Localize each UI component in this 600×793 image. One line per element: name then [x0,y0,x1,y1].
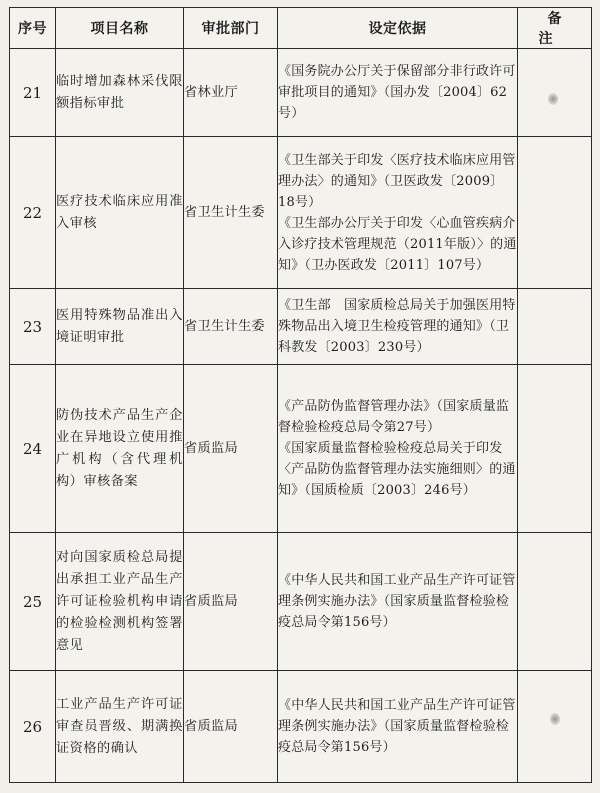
cell-basis [278,533,518,671]
cell-basis [278,671,518,783]
cell-remark [518,533,592,671]
basis-paragraph: 《产品防伪监督管理办法》（国家质量监督检验检疫总局令第27号） [278,399,510,435]
cell-no: 22 [10,137,56,289]
cell-no: 26 [10,671,56,783]
header-dept: 审批部门 [184,8,278,49]
approval-items-table [9,7,592,783]
cell-no: 24 [10,365,56,533]
basis-paragraph: 《卫生部关于印发〈医疗技术临床应用管理办法〉的通知》（卫医政发〔2009〕18号） [278,152,516,210]
cell-basis [278,365,518,533]
cell-name: 防伪技术产品生产企业在异地设立使用推广机构（含代理机构）审核备案 [56,365,184,533]
header-basis: 设定依据 [278,8,518,49]
cell-basis [278,49,518,137]
cell-no: 21 [10,49,56,137]
table-row [10,137,592,289]
header-remark: 备注 [518,8,592,49]
table-row [10,533,592,671]
cell-name: 工业产品生产许可证审查员晋级、期满换证资格的确认 [56,671,184,783]
table-row [10,671,592,783]
basis-paragraph: 《卫生部办公厅关于印发〈心血管疾病介入诊疗技术管理规范（2011年版）〉的通知》（卫办医政发〔2011〕107号） [278,215,517,273]
cell-name: 临时增加森林采伐限额指标审批 [56,49,184,137]
cell-remark [518,49,592,137]
basis-paragraph: 《国家质量监督检验检疫总局关于印发〈产品防伪监督管理办法实施细则〉的通知》（国质检质〔2003〕246号） [278,441,516,498]
cell-dept: 省质监局 [184,533,278,671]
basis-paragraph: 《卫生部 国家质检总局关于加强医用特殊物品出入境卫生检疫管理的通知》（卫科教发〔2003〕230号） [278,298,516,355]
ink-smudge [548,93,558,105]
cell-remark [518,671,592,783]
basis-paragraph: 《中华人民共和国工业产品生产许可证管理条例实施办法》（国家质量监督检验检疫总局令第156号） [278,573,516,630]
ink-smudge [550,713,560,725]
header-name: 项目名称 [56,8,184,49]
cell-basis [278,289,518,365]
cell-remark [518,137,592,289]
cell-remark [518,289,592,365]
table-row [10,365,592,533]
header-no: 序号 [10,8,56,49]
cell-no: 23 [10,289,56,365]
table-row [10,49,592,137]
cell-basis [278,137,518,289]
cell-dept: 省质监局 [184,671,278,783]
cell-no: 25 [10,533,56,671]
cell-remark [518,365,592,533]
cell-dept: 省林业厅 [184,49,278,137]
cell-name: 医用特殊物品准出入境证明审批 [56,289,184,365]
table-header-row [10,8,592,49]
basis-paragraph: 《中华人民共和国工业产品生产许可证管理条例实施办法》（国家质量监督检验检疫总局令第156号） [278,698,516,755]
cell-name: 对向国家质检总局提出承担工业产品生产许可证检验机构申请的检验检测机构签署意见 [56,533,184,671]
basis-paragraph: 《国务院办公厅关于保留部分非行政许可审批项目的通知》（国办发〔2004〕62号） [278,64,516,121]
cell-name: 医疗技术临床应用准入审核 [56,137,184,289]
cell-dept: 省卫生计生委 [184,137,278,289]
cell-dept: 省质监局 [184,365,278,533]
cell-dept: 省卫生计生委 [184,289,278,365]
table-row [10,289,592,365]
